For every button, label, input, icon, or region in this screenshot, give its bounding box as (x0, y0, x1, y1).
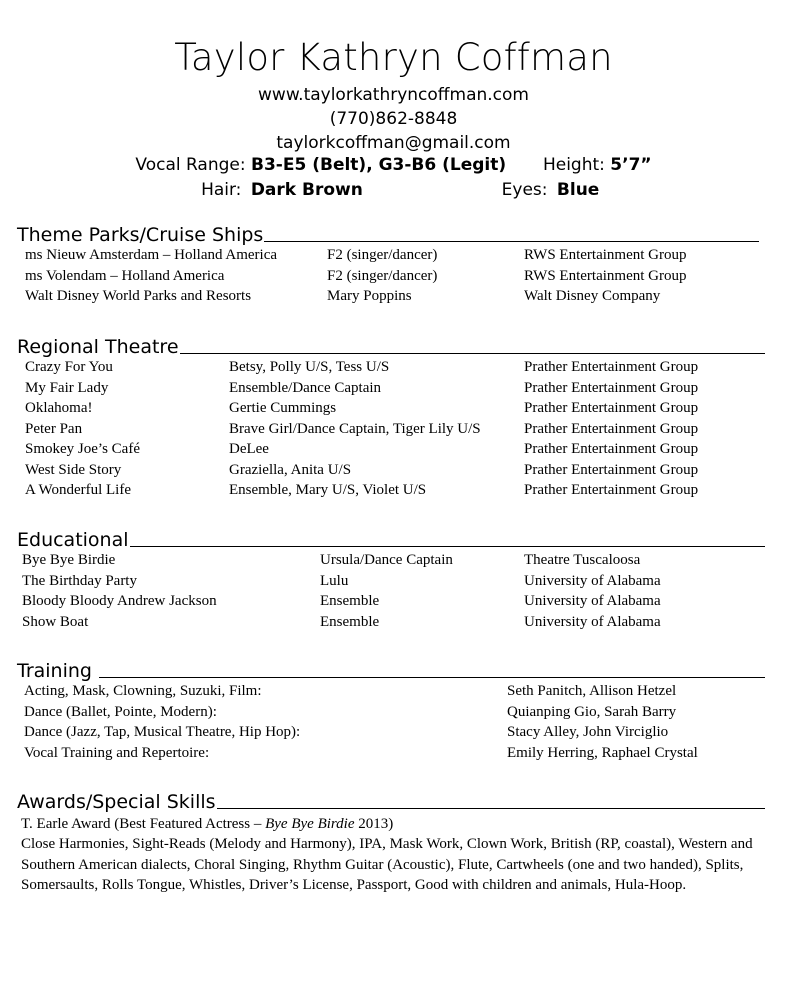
production: Bye Bye Birdie (22, 552, 116, 568)
role: F2 (singer/dancer) (327, 267, 438, 284)
website: www.taylorkathryncoffman.com (258, 85, 529, 105)
award-year: 2013) (354, 816, 394, 832)
table-row (17, 268, 765, 289)
section-title: Educational (17, 529, 129, 551)
eyes-label: Eyes: (501, 180, 548, 200)
training-discipline: Dance (Ballet, Pointe, Modern): (24, 703, 217, 720)
table-row (17, 724, 765, 745)
table-row (17, 482, 765, 503)
production: ms Nieuw Amsterdam – Holland America (25, 247, 278, 263)
training-section (17, 658, 765, 765)
training-discipline: Vocal Training and Repertoire: (24, 744, 210, 761)
production: The Birthday Party (22, 572, 137, 589)
company: Prather Entertainment Group (524, 420, 699, 437)
company: Prather Entertainment Group (524, 441, 699, 457)
role: Lulu (320, 572, 349, 589)
awards-section (17, 789, 765, 895)
company: University of Alabama (524, 572, 661, 589)
hair-eyes-line (0, 180, 787, 200)
role: Graziella, Anita U/S (229, 461, 352, 478)
role: Ensemble (320, 613, 380, 630)
role: Betsy, Polly U/S, Tess U/S (229, 359, 390, 375)
table-row (17, 552, 765, 573)
training-discipline: Acting, Mask, Clowning, Suzuki, Film: (24, 683, 262, 699)
section-heading (17, 222, 765, 246)
section-heading (17, 527, 765, 551)
table-row (17, 247, 765, 268)
role: Ursula/Dance Captain (320, 552, 453, 568)
production: Crazy For You (25, 359, 113, 375)
section-rule (264, 241, 759, 242)
awards-paragraph (19, 814, 769, 895)
table-row (17, 359, 765, 380)
height-label: Height: (542, 155, 605, 175)
theme-parks-section (17, 222, 765, 309)
training-instructors: Stacy Alley, John Virciglio (507, 724, 669, 740)
section-heading (17, 789, 765, 813)
table-row (17, 593, 765, 614)
award-line (21, 814, 769, 834)
company: Walt Disney Company (524, 288, 661, 304)
vocal-height-line (0, 155, 787, 175)
production: ms Volendam – Holland America (25, 267, 225, 284)
production: A Wonderful Life (25, 482, 131, 498)
table-row (17, 288, 765, 309)
skills-text: Close Harmonies, Sight-Reads (Melody and Harmony), IPA, Mask Work, Clown Work, British (RP, coastal), Western and Southern American dialects, Choral Singing, Rhythm Guitar (Acoustic), Flute, Cartwheels (one and two handed), Splits, Somersaults, Rolls Tongue, Whistles, Driver’s License, Passport, Good with children and animals, Hula-Hoop. (21, 836, 753, 893)
company: Prather Entertainment Group (524, 461, 699, 478)
role: Brave Girl/Dance Captain, Tiger Lily U/S (229, 420, 481, 437)
full-name: Taylor Kathryn Coffman (174, 36, 613, 79)
company: Prather Entertainment Group (524, 379, 699, 396)
section-heading (17, 658, 765, 682)
vocal-range-value: B3-E5 (Belt), G3-B6 (Legit) (251, 155, 507, 175)
production: Walt Disney World Parks and Resorts (25, 288, 252, 304)
section-title: Theme Parks/Cruise Ships (17, 224, 264, 246)
role: Ensemble, Mary U/S, Violet U/S (229, 482, 427, 498)
production: West Side Story (25, 461, 122, 478)
company: RWS Entertainment Group (524, 267, 687, 284)
height-value: 5’7” (610, 155, 652, 175)
table-row (17, 573, 765, 594)
table-row (17, 704, 765, 725)
production: Smokey Joe’s Café (25, 441, 140, 457)
production: Peter Pan (25, 420, 83, 437)
company: Prather Entertainment Group (524, 400, 699, 416)
training-instructors: Seth Panitch, Allison Hetzel (507, 683, 677, 699)
role: Gertie Cummings (229, 400, 337, 416)
training-instructors: Emily Herring, Raphael Crystal (507, 744, 698, 761)
table-row (17, 380, 765, 401)
email: taylorkcoffman@gmail.com (276, 133, 511, 153)
company: RWS Entertainment Group (524, 247, 687, 263)
eyes-value: Blue (556, 180, 600, 200)
award-show: Bye Bye Birdie (265, 816, 355, 832)
section-title: Awards/Special Skills (17, 791, 216, 813)
company: University of Alabama (524, 613, 661, 630)
table-row (17, 400, 765, 421)
production: My Fair Lady (25, 379, 109, 396)
section-rule (217, 808, 765, 809)
section-rule (99, 677, 765, 678)
company: Prather Entertainment Group (524, 482, 699, 498)
hair-value: Dark Brown (250, 180, 363, 200)
award-text: T. Earle Award (Best Featured Actress – (21, 816, 266, 832)
vocal-range-label: Vocal Range: (135, 155, 246, 175)
section-title: Training (17, 660, 99, 682)
role: F2 (singer/dancer) (327, 247, 438, 263)
section-rule (180, 353, 765, 354)
training-discipline: Dance (Jazz, Tap, Musical Theatre, Hip Hop): (24, 724, 301, 740)
hair-label: Hair: (201, 180, 242, 200)
company: Prather Entertainment Group (524, 359, 699, 375)
production: Show Boat (22, 613, 89, 630)
table-row (17, 745, 765, 766)
role: Ensemble/Dance Captain (229, 379, 382, 396)
table-row (17, 614, 765, 635)
company: University of Alabama (524, 593, 661, 609)
production: Oklahoma! (25, 400, 93, 416)
table-row (17, 462, 765, 483)
production: Bloody Bloody Andrew Jackson (22, 593, 217, 609)
section-rule (130, 546, 765, 547)
role: Ensemble (320, 593, 380, 609)
table-row (17, 421, 765, 442)
table-row (17, 683, 765, 704)
educational-section (17, 527, 765, 634)
section-title: Regional Theatre (17, 336, 179, 358)
section-heading (17, 334, 765, 358)
table-row (17, 441, 765, 462)
company: Theatre Tuscaloosa (524, 552, 641, 568)
regional-theatre-section (17, 334, 765, 503)
training-instructors: Quianping Gio, Sarah Barry (507, 703, 677, 720)
role: DeLee (229, 441, 269, 457)
phone: (770)862-8848 (329, 109, 458, 129)
role: Mary Poppins (327, 288, 412, 304)
